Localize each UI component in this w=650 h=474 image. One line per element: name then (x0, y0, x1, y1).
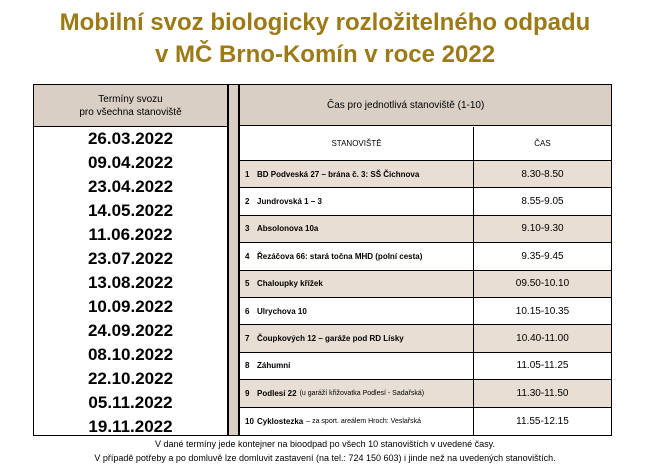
footer-note-1: V dané termíny jede kontejner na bioodpad po všech 10 stanovištích v uvedené časy. (154, 439, 496, 449)
stations-panel (239, 84, 612, 436)
date-item: 22.10.2022 (87, 369, 174, 388)
station-time: 11.05-11.25 (516, 360, 569, 372)
stations-table (240, 161, 611, 435)
table-row (240, 325, 611, 352)
station-cell (240, 243, 474, 269)
station-time: 9.35-9.45 (521, 250, 564, 262)
station-cell (240, 325, 474, 351)
page-subtitle: v MČ Brno-Komín v roce 2022 (154, 41, 496, 68)
station-number: 6 (245, 306, 250, 316)
station-cell (240, 380, 474, 406)
station-cell (240, 298, 474, 324)
table-row (240, 243, 611, 270)
table-row (240, 271, 611, 298)
station-name: Cyklostezka (257, 416, 304, 426)
date-item: 24.09.2022 (87, 321, 174, 340)
station-name: Podlesí 22 (257, 388, 297, 398)
date-item: 05.11.2022 (88, 393, 173, 412)
station-time: 11.30-11.50 (516, 387, 569, 399)
station-cell (240, 408, 474, 435)
station-number: 1 (245, 169, 250, 179)
date-item: 19.11.2022 (88, 417, 173, 436)
table-row (240, 408, 611, 435)
column-header-station: STANOVIŠTĚ (240, 127, 474, 161)
station-cell (240, 353, 474, 379)
station-number: 10 (245, 416, 254, 426)
station-name: Chaloupky křížek (257, 279, 323, 289)
station-cell (240, 188, 474, 214)
table-row (240, 161, 611, 188)
station-cell (240, 216, 474, 242)
table-row (240, 216, 611, 243)
dates-header-line1: Termíny svozu (98, 93, 163, 105)
station-number: 2 (245, 197, 250, 207)
station-name: Záhumní (257, 361, 291, 371)
station-name: Ulrychova 10 (257, 306, 307, 316)
station-time: 09.50-10.10 (515, 278, 570, 290)
dates-header (34, 85, 227, 127)
dates-list (34, 127, 227, 439)
station-time: 9.10-9.30 (521, 223, 564, 235)
table-row (240, 298, 611, 325)
station-number: 8 (245, 361, 250, 371)
station-number: 4 (245, 251, 250, 261)
station-time: 11.55-12.15 (516, 415, 569, 427)
date-item: 14.05.2022 (87, 201, 174, 220)
station-time: 10.15-10.35 (515, 305, 570, 317)
date-item: 13.08.2022 (87, 273, 174, 292)
date-item: 09.04.2022 (87, 153, 174, 172)
station-name: Absolonova 10a (257, 224, 319, 234)
dates-panel (33, 84, 228, 436)
station-number: 3 (245, 224, 250, 234)
station-note: – za sport. areálem Hroch: Veslařská (306, 417, 422, 425)
date-item: 26.03.2022 (87, 129, 174, 148)
table-divider (228, 84, 239, 436)
date-item: 23.07.2022 (87, 249, 174, 268)
date-item: 10.09.2022 (87, 297, 174, 316)
table-row (240, 380, 611, 407)
table-row (240, 188, 611, 215)
station-number: 7 (245, 334, 250, 344)
station-name: Čoupkových 12 – garáže pod RD Lísky (257, 334, 404, 344)
station-number: 5 (245, 279, 250, 289)
page-title: Mobilní svoz biologicky rozložitelného odpadu (59, 9, 591, 36)
dates-header-line2: pro všechna stanoviště (79, 106, 182, 118)
date-item: 11.06.2022 (88, 225, 173, 244)
table-row (240, 353, 611, 380)
date-item: 08.10.2022 (87, 345, 174, 364)
station-time: 10.40-11.00 (516, 333, 569, 345)
station-cell (240, 161, 474, 187)
station-number: 9 (245, 388, 250, 398)
station-time: 8.30-8.50 (521, 168, 564, 180)
station-name: BD Podveská 27 – brána č. 3: SŠ Čichnova (257, 169, 420, 179)
column-header-time: ČAS (474, 127, 611, 161)
station-time: 8.55-9.05 (521, 196, 564, 208)
stations-header: Čas pro jednotlivá stanoviště (1-10) (240, 85, 611, 126)
date-item: 23.04.2022 (87, 177, 174, 196)
station-name: Jundrovská 1 – 3 (257, 197, 322, 207)
station-note: (u garáží křižovatka Podlesí - Sadařská) (299, 389, 425, 397)
station-cell (240, 271, 474, 297)
footer-note-2: V případě potřeby a po domluvě lze domluvit zastavení (na tel.: 724 150 603) i jinde než na uvedených stanovištích. (94, 453, 556, 463)
station-name: Řezáčova 66: stará točna MHD (polní cesta) (257, 251, 423, 261)
